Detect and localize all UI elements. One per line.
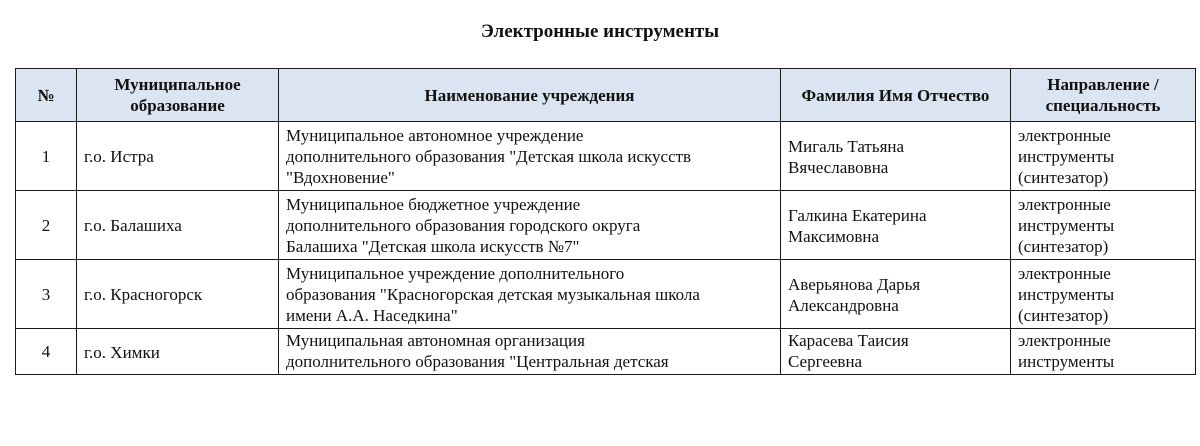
table-header-row — [16, 69, 1196, 122]
header-full-name: Фамилия Имя Отчество — [781, 69, 1011, 122]
institution-cell: Муниципальное автономное учреждение дополнительного образования "Детская школа искусств "Вдохновение" — [279, 122, 781, 191]
specialty-cell: электронные инструменты — [1011, 329, 1196, 375]
institution-cell: Муниципальная автономная организация дополнительного образования "Центральная детская — [279, 329, 781, 375]
institution-cell: Муниципальное учреждение дополнительного образования "Красногорская детская музыкальная школа имени А.А. Наседкина" — [279, 260, 781, 329]
table-row — [16, 191, 1196, 260]
document-title: Электронные инструменты — [480, 21, 720, 42]
municipality-cell: г.о. Истра — [77, 122, 279, 191]
specialty-cell: электронные инструменты (синтезатор) — [1011, 191, 1196, 260]
table-row — [16, 122, 1196, 191]
row-number: 1 — [16, 122, 77, 191]
municipality-cell: г.о. Балашиха — [77, 191, 279, 260]
municipality-cell: г.о. Химки — [77, 329, 279, 375]
specialty-cell: электронные инструменты (синтезатор) — [1011, 260, 1196, 329]
row-number: 3 — [16, 260, 77, 329]
table-row — [16, 329, 1196, 375]
full-name-cell: Аверьянова Дарья Александровна — [781, 260, 1011, 329]
row-number: 4 — [16, 329, 77, 375]
full-name-cell: Карасева Таисия Сергеевна — [781, 329, 1011, 375]
institution-cell: Муниципальное бюджетное учреждение дополнительного образования городского округа Балашиха "Детская школа искусств №7" — [279, 191, 781, 260]
full-name-cell: Мигаль Татьяна Вячеславовна — [781, 122, 1011, 191]
header-municipality: Муниципальное образование — [77, 69, 279, 122]
header-number: № — [16, 69, 77, 122]
full-name-cell: Галкина Екатерина Максимовна — [781, 191, 1011, 260]
specialty-cell: электронные инструменты (синтезатор) — [1011, 122, 1196, 191]
row-number: 2 — [16, 191, 77, 260]
header-specialty: Направление /специальность — [1011, 69, 1196, 122]
municipality-cell: г.о. Красногорск — [77, 260, 279, 329]
participants-table — [15, 68, 1196, 375]
table-row — [16, 260, 1196, 329]
header-institution: Наименование учреждения — [279, 69, 781, 122]
